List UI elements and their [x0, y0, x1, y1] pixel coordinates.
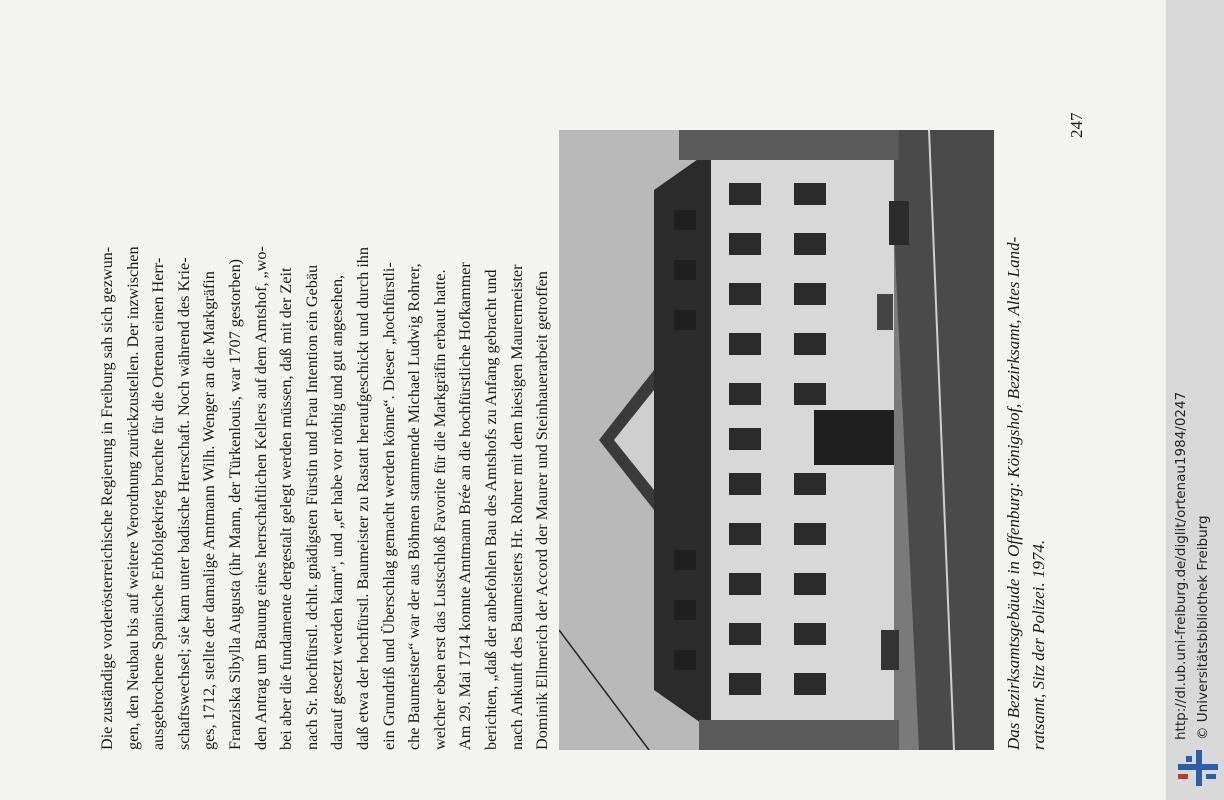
body-line: Franziska Sibylla Augusta (ihr Mann, der Türkenlouis, war 1707 gestorben)	[225, 258, 244, 750]
body-line: nach Ankunft des Baumeisters Hr. Rohrer mit dem hiesigen Maurermeister	[507, 264, 526, 750]
body-line: che Baumeister“ war der aus Böhmen stammende Michael Ludwig Rohrer,	[405, 263, 424, 750]
body-line: ausgebrochene Spanische Erbfolgekrieg brachte für die Ortenau einen Herr-	[149, 257, 168, 750]
building-photo-drawing	[559, 130, 994, 750]
body-line: schaftswechsel; sie kam unter badische Herrschaft. Noch während des Krie-	[174, 257, 193, 750]
rotated-page-content	[95, 90, 1105, 750]
caption-line: Das Bezirksamtsgebäude in Offenburg: Königshof, Bezirksamt, Altes Land-	[1004, 236, 1023, 750]
caption-line: ratsamt, Sitz der Polizei. 1974.	[1029, 539, 1048, 750]
body-line: Am 29. Mai 1714 konnte Amtmann Brée an die hochfürstliche Hofkammer	[456, 262, 475, 750]
building-photo	[559, 130, 994, 750]
page-number: 247	[1067, 112, 1086, 138]
body-line: bei aber die fundamente dergestalt gelegt werden müssen, daß mit der Zeit	[277, 267, 296, 750]
body-line: welcher eben erst das Lustschloß Favorite für die Markgräfin erbaut hatte.	[430, 269, 449, 750]
body-line: daß etwa der hochfürstl. Baumeister zu Rastatt heraufgeschickt und durch ihn	[353, 247, 372, 750]
photo-caption	[1001, 110, 1051, 750]
body-line: Dominik Ellmerich der Accord der Maurer und Steinhauerarbeit getroffen	[533, 271, 552, 750]
body-line: nach Sr. hochfürstl. dchlt. gnädigsten Fürstin und Frau Intention ein Gebäu	[302, 264, 321, 750]
copyright-notice: © Universitätsbibliothek Freiburg	[1195, 515, 1211, 740]
body-line: ges, 1712, stellte der damalige Amtmann Wilh. Wenger an die Markgräfin	[200, 271, 219, 750]
body-line: gen, den Neubau bis auf weitere Verordnung zurückzustellen. Der inzwischen	[123, 246, 142, 750]
body-line: den Antrag um Bauung eines herrschaftlichen Kellers auf dem Amtshof, „wo-	[251, 246, 270, 750]
source-url-link[interactable]: http://dl.ub.uni-freiburg.de/diglit/ortenau1984/0247	[1173, 391, 1189, 740]
sidebar-credits	[1170, 0, 1220, 800]
body-text	[95, 100, 632, 750]
library-logo-icon	[1176, 748, 1220, 788]
body-line: berichten, „daß der anbefohlen Bau des Amtshofs zu Anfang gebracht und	[481, 269, 500, 750]
body-line: darauf gesetzt werden kann“, und „er habe vor nöthig und gut angesehen,	[328, 274, 347, 750]
body-line: ein Grundriß und Überschlag gemacht werden könne“. Dieser „hochfürstli-	[379, 262, 398, 750]
body-line: Die zuständige vorderösterreichische Regierung in Freiburg sah sich gezwun-	[98, 246, 116, 750]
